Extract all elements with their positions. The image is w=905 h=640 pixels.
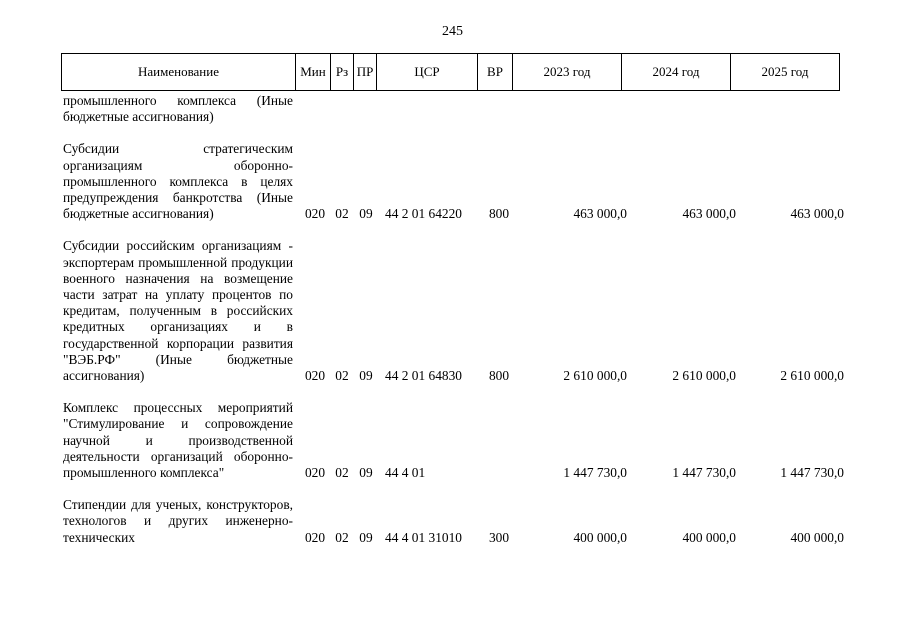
row-pr: 09 — [359, 368, 373, 384]
row-2025: 463 000,0 — [790, 206, 844, 222]
header-vr: ВР — [478, 54, 513, 91]
row-csr: 44 2 01 64830 — [385, 368, 462, 384]
row-2025: 2 610 000,0 — [780, 368, 844, 384]
row-name: Стипендии для ученых, конструкторов, технологов и других инженерно-технических — [63, 497, 293, 545]
row-2025: 400 000,0 — [790, 529, 844, 545]
row-2024: 1 447 730,0 — [672, 465, 736, 481]
header-pr: ПР — [354, 54, 377, 91]
table-body — [61, 91, 847, 546]
header-rz: Рз — [331, 54, 354, 91]
row-vr: 300 — [488, 529, 510, 545]
page-number: 245 — [442, 24, 463, 39]
header-min: Мин — [296, 54, 331, 91]
header-2024: 2024 год — [622, 54, 731, 91]
row-pr: 09 — [359, 206, 373, 222]
table-header — [61, 53, 840, 91]
row-2024: 463 000,0 — [682, 206, 736, 222]
row-rz: 02 — [335, 465, 349, 481]
row-name: Субсидии стратегическим организациям оборонно-промышленного комплекса в целях предупреждения банкротства (Иные бюджетные ассигнования) — [63, 141, 293, 222]
row-name: Субсидии российским организациям - экспортерам промышленной продукции военного назначения на возмещение части затрат на уплату процентов по кредитам, полученным в российских кредитных организациях и в государственной корпорации развития "ВЭБ.РФ" (Иные бюджетные ассигнования) — [63, 238, 293, 384]
row-rz: 02 — [335, 529, 349, 545]
table-row — [61, 236, 847, 384]
row-2023: 1 447 730,0 — [563, 465, 627, 481]
header-2025: 2025 год — [731, 54, 840, 91]
row-vr: 800 — [488, 368, 510, 384]
row-vr: 800 — [488, 206, 510, 222]
row-pr: 09 — [359, 529, 373, 545]
row-2023: 2 610 000,0 — [563, 368, 627, 384]
row-2024: 400 000,0 — [682, 529, 736, 545]
row-csr: 44 4 01 — [385, 465, 426, 481]
header-name: Наименование — [62, 54, 296, 91]
row-name: Комплекс процессных мероприятий "Стимулирование и сопровождение научной и производственной деятельности организаций оборонно-промышленного комплекса" — [63, 400, 293, 481]
table-row — [61, 139, 847, 222]
row-min: 020 — [304, 206, 326, 222]
row-csr: 44 4 01 31010 — [385, 529, 462, 545]
row-name: промышленного комплекса (Иные бюджетные ассигнования) — [63, 93, 293, 125]
header-csr: ЦСР — [377, 54, 478, 91]
table-row — [61, 495, 847, 546]
row-rz: 02 — [335, 368, 349, 384]
row-2023: 463 000,0 — [573, 206, 627, 222]
row-2025: 1 447 730,0 — [780, 465, 844, 481]
row-csr: 44 2 01 64220 — [385, 206, 462, 222]
table-row — [61, 91, 847, 125]
row-min: 020 — [304, 529, 326, 545]
row-2023: 400 000,0 — [573, 529, 627, 545]
table-row — [61, 398, 847, 481]
row-min: 020 — [304, 368, 326, 384]
row-pr: 09 — [359, 465, 373, 481]
row-2024: 2 610 000,0 — [672, 368, 736, 384]
header-2023: 2023 год — [513, 54, 622, 91]
row-min: 020 — [304, 465, 326, 481]
row-rz: 02 — [335, 206, 349, 222]
